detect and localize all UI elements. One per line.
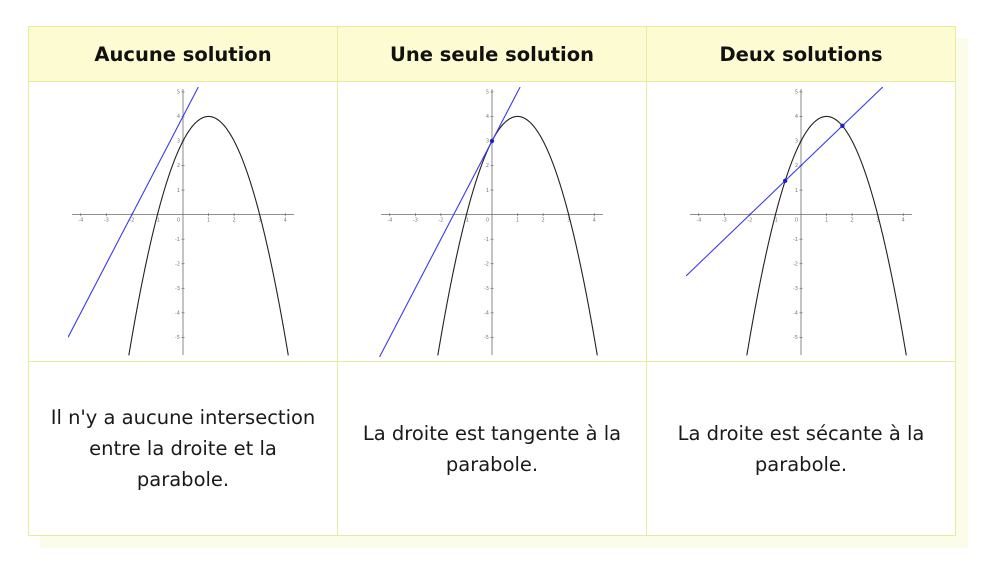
x-tick-label: -2 xyxy=(129,217,135,224)
graph-no-solution xyxy=(68,87,298,357)
x-tick-label: -4 xyxy=(387,217,393,224)
graph-row xyxy=(29,82,956,362)
x-tick-label: -3 xyxy=(721,217,727,224)
y-tick-label: -2 xyxy=(175,260,180,267)
intersection-point xyxy=(490,138,494,142)
y-tick-label: 1 xyxy=(794,187,798,194)
x-tick-label: 3 xyxy=(876,217,880,224)
parabola-curve xyxy=(438,113,597,355)
x-tick-label: 4 xyxy=(901,217,905,224)
header-one-solution: Une seule solution xyxy=(338,27,647,82)
x-tick-label: -2 xyxy=(438,217,444,224)
line-curve xyxy=(68,87,198,337)
y-tick-label: -1 xyxy=(793,236,798,243)
header-no-solution: Aucune solution xyxy=(29,27,338,82)
x-tick-label: 2 xyxy=(541,217,545,224)
x-tick-label: -2 xyxy=(747,217,753,224)
y-tick-label: 3 xyxy=(176,138,180,145)
y-tick-label: -2 xyxy=(793,260,798,267)
header-two-solutions: Deux solutions xyxy=(647,27,956,82)
graph-cell-no-solution xyxy=(29,82,338,362)
y-tick-label: -4 xyxy=(793,310,798,317)
x-tick-label: -4 xyxy=(78,217,84,224)
y-tick-label: -1 xyxy=(484,236,489,243)
origin-label: 0 xyxy=(794,217,798,224)
y-tick-label: -5 xyxy=(793,334,798,341)
graph-two-solutions xyxy=(686,87,916,357)
y-tick-label: -2 xyxy=(484,260,489,267)
x-tick-label: 1 xyxy=(515,217,520,224)
x-tick-label: -3 xyxy=(412,217,418,224)
y-tick-label: 2 xyxy=(485,162,489,169)
x-tick-label: -1 xyxy=(772,217,778,224)
y-tick-label: -1 xyxy=(175,236,180,243)
intersection-point xyxy=(840,123,844,127)
y-tick-label: 2 xyxy=(176,162,180,169)
graph-cell-two-solutions xyxy=(647,82,956,362)
y-tick-label: 1 xyxy=(176,187,180,194)
y-tick-label: -3 xyxy=(484,285,489,292)
y-tick-label: 3 xyxy=(485,138,489,145)
parabola-curve xyxy=(129,113,288,355)
y-tick-label: 4 xyxy=(176,113,180,120)
intersection-point xyxy=(783,178,787,182)
graph-cell-one-solution xyxy=(338,82,647,362)
header-row xyxy=(29,27,956,82)
y-tick-label: 5 xyxy=(485,89,489,96)
x-tick-label: 4 xyxy=(283,217,287,224)
y-tick-label: -3 xyxy=(175,285,180,292)
x-tick-label: -1 xyxy=(463,217,469,224)
origin-label: 0 xyxy=(176,217,180,224)
x-tick-label: 2 xyxy=(232,217,236,224)
y-tick-label: 2 xyxy=(794,162,798,169)
y-tick-label: -5 xyxy=(175,334,180,341)
solutions-table xyxy=(28,26,956,536)
description-one-solution: La droite est tangente à la parabole. xyxy=(338,362,647,536)
y-tick-label: -5 xyxy=(484,334,489,341)
y-tick-label: 5 xyxy=(794,89,798,96)
x-tick-label: -4 xyxy=(696,217,702,224)
line-curve xyxy=(380,87,521,357)
y-tick-label: -4 xyxy=(484,310,489,317)
y-tick-label: 5 xyxy=(176,89,180,96)
x-tick-label: 2 xyxy=(850,217,854,224)
x-tick-label: 1 xyxy=(206,217,211,224)
x-tick-label: 4 xyxy=(592,217,596,224)
y-tick-label: 3 xyxy=(794,138,798,145)
description-row xyxy=(29,362,956,536)
graph-one-solution xyxy=(377,87,607,357)
y-tick-label: -3 xyxy=(793,285,798,292)
y-tick-label: 4 xyxy=(485,113,489,120)
x-tick-label: 3 xyxy=(258,217,262,224)
x-tick-label: -3 xyxy=(103,217,109,224)
parabola-curve xyxy=(747,113,906,355)
y-tick-label: 1 xyxy=(485,187,489,194)
y-tick-label: 4 xyxy=(794,113,798,120)
x-tick-label: -1 xyxy=(154,217,160,224)
description-two-solutions: La droite est sécante à la parabole. xyxy=(647,362,956,536)
origin-label: 0 xyxy=(485,217,489,224)
x-tick-label: 3 xyxy=(567,217,571,224)
description-no-solution: Il n'y a aucune intersection entre la droite et la parabole. xyxy=(29,362,338,536)
x-tick-label: 1 xyxy=(824,217,829,224)
y-tick-label: -4 xyxy=(175,310,180,317)
